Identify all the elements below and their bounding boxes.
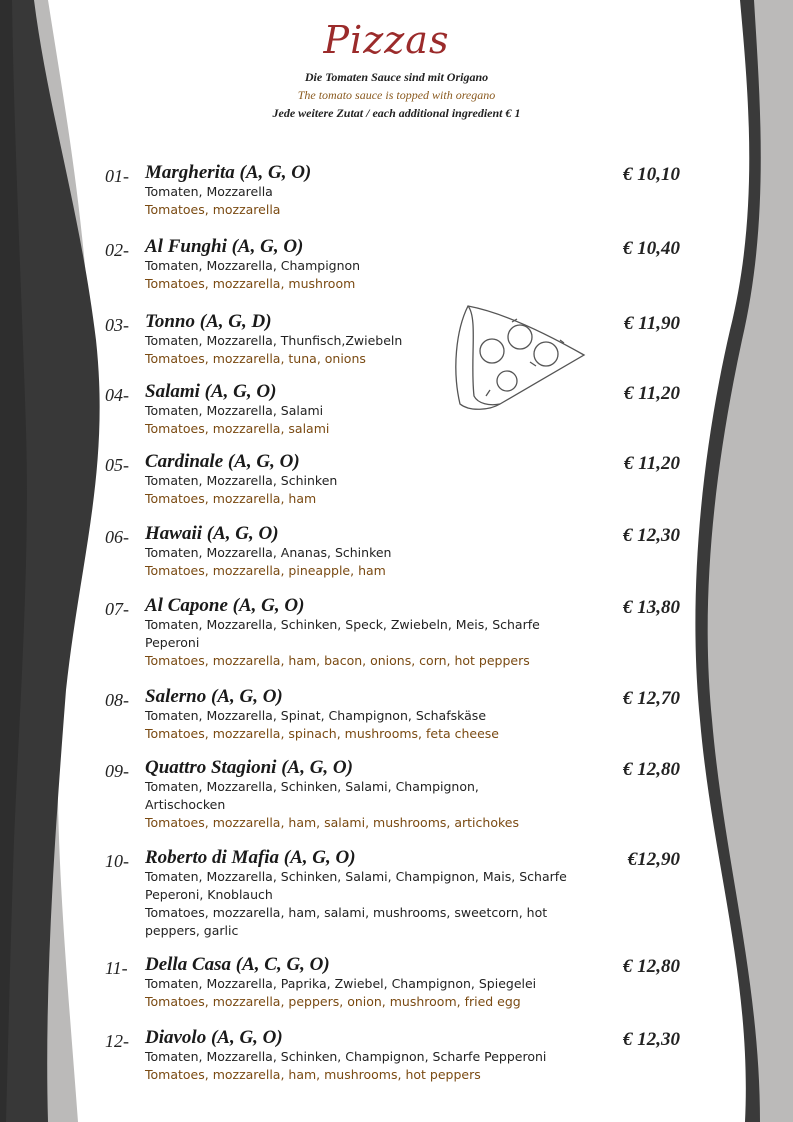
item-name: Cardinale (A, G, O) xyxy=(145,451,300,472)
item-name: Diavolo (A, G, O) xyxy=(145,1027,283,1048)
item-price: € 13,80 xyxy=(623,597,680,618)
item-description-de: Tomaten, Mozzarella, Spinat, Champignon, Schafskäse xyxy=(145,708,487,723)
item-price: € 10,40 xyxy=(623,238,680,259)
item-description-de: Tomaten, Mozzarella xyxy=(145,184,273,199)
item-name: Roberto di Mafia (A, G, O) xyxy=(145,847,356,868)
item-name: Margherita (A, G, O) xyxy=(145,162,312,183)
item-description-de: Tomaten, Mozzarella, Paprika, Zwiebel, Champignon, Spiegelei xyxy=(145,976,537,991)
item-price: € 11,20 xyxy=(624,383,680,404)
item-number: 05- xyxy=(105,455,129,475)
item-description-de: Tomaten, Mozzarella, Schinken, Speck, Zwiebeln, Meis, Scharfe Peperoni xyxy=(145,617,540,650)
item-name: Della Casa (A, C, G, O) xyxy=(145,954,330,975)
item-number: 11- xyxy=(105,958,128,978)
menu-header xyxy=(0,18,793,122)
item-price: € 11,90 xyxy=(624,313,680,334)
item-number: 01- xyxy=(105,166,129,186)
item-description-en: Tomatoes, mozzarella, ham xyxy=(145,491,317,506)
item-name: Al Funghi (A, G, O) xyxy=(145,236,304,257)
item-price: € 12,80 xyxy=(623,759,680,780)
item-name: Hawaii (A, G, O) xyxy=(145,523,279,544)
item-price: € 11,20 xyxy=(624,453,680,474)
item-number: 10- xyxy=(105,851,129,871)
item-price: € 12,30 xyxy=(623,525,680,546)
item-description-en: Tomatoes, mozzarella, tuna, onions xyxy=(145,351,366,366)
item-description-en: Tomatoes, mozzarella, ham, salami, mushrooms, sweetcorn, hot peppers, garlic xyxy=(145,905,548,938)
item-description-de: Tomaten, Mozzarella, Schinken, Salami, Champignon, Mais, Scharfe Peperoni, Knoblauch xyxy=(145,869,567,902)
item-price: €12,90 xyxy=(627,849,680,870)
item-number: 12- xyxy=(105,1031,129,1051)
item-number: 04- xyxy=(105,385,129,405)
item-description-en: Tomatoes, mozzarella, peppers, onion, mushroom, fried egg xyxy=(145,994,521,1009)
item-description-de: Tomaten, Mozzarella, Champignon xyxy=(145,258,361,273)
item-name: Al Capone (A, G, O) xyxy=(145,595,305,616)
item-description-en: Tomatoes, mozzarella xyxy=(145,202,281,217)
item-number: 03- xyxy=(105,315,129,335)
sauce-note-de: Die Tomaten Sauce sind mit Origano xyxy=(304,70,489,84)
item-number: 02- xyxy=(105,240,129,260)
item-description-de: Tomaten, Mozzarella, Ananas, Schinken xyxy=(145,545,392,560)
item-description-en: Tomatoes, mozzarella, pineapple, ham xyxy=(145,563,386,578)
item-description-en: Tomatoes, mozzarella, ham, mushrooms, hot peppers xyxy=(145,1067,481,1082)
item-description-en: Tomatoes, mozzarella, salami xyxy=(145,421,330,436)
item-description-en: Tomatoes, mozzarella, mushroom xyxy=(145,276,356,291)
item-name: Salerno (A, G, O) xyxy=(145,686,283,707)
extra-ingredient-note: Jede weitere Zutat / each additional ingredient € 1 xyxy=(272,106,521,120)
item-price: € 12,70 xyxy=(623,688,680,709)
item-description-en: Tomatoes, mozzarella, spinach, mushrooms, feta cheese xyxy=(145,726,499,741)
item-description-de: Tomaten, Mozzarella, Schinken, Champignon, Scharfe Pepperoni xyxy=(145,1049,547,1064)
page-title: Pizzas xyxy=(323,18,450,62)
item-description-en: Tomatoes, mozzarella, ham, salami, mushrooms, artichokes xyxy=(145,815,519,830)
item-description-de: Tomaten, Mozzarella, Salami xyxy=(145,403,324,418)
item-price: € 12,80 xyxy=(623,956,680,977)
item-number: 09- xyxy=(105,761,129,781)
item-number: 08- xyxy=(105,690,129,710)
item-name: Quattro Stagioni (A, G, O) xyxy=(145,757,353,778)
item-number: 07- xyxy=(105,599,129,619)
item-price: € 12,30 xyxy=(623,1029,680,1050)
item-description-de: Tomaten, Mozzarella, Thunfisch,Zwiebeln xyxy=(145,333,403,348)
sauce-note-en: The tomato sauce is topped with oregano xyxy=(297,88,496,102)
item-description-en: Tomatoes, mozzarella, ham, bacon, onions, corn, hot peppers xyxy=(145,653,530,668)
item-number: 06- xyxy=(105,527,129,547)
item-price: € 10,10 xyxy=(623,164,680,185)
item-description-de: Tomaten, Mozzarella, Schinken xyxy=(145,473,338,488)
item-name: Tonno (A, G, D) xyxy=(145,311,272,332)
item-name: Salami (A, G, O) xyxy=(145,381,277,402)
item-description-de: Tomaten, Mozzarella, Schinken, Salami, Champignon, Artischocken xyxy=(145,779,479,812)
